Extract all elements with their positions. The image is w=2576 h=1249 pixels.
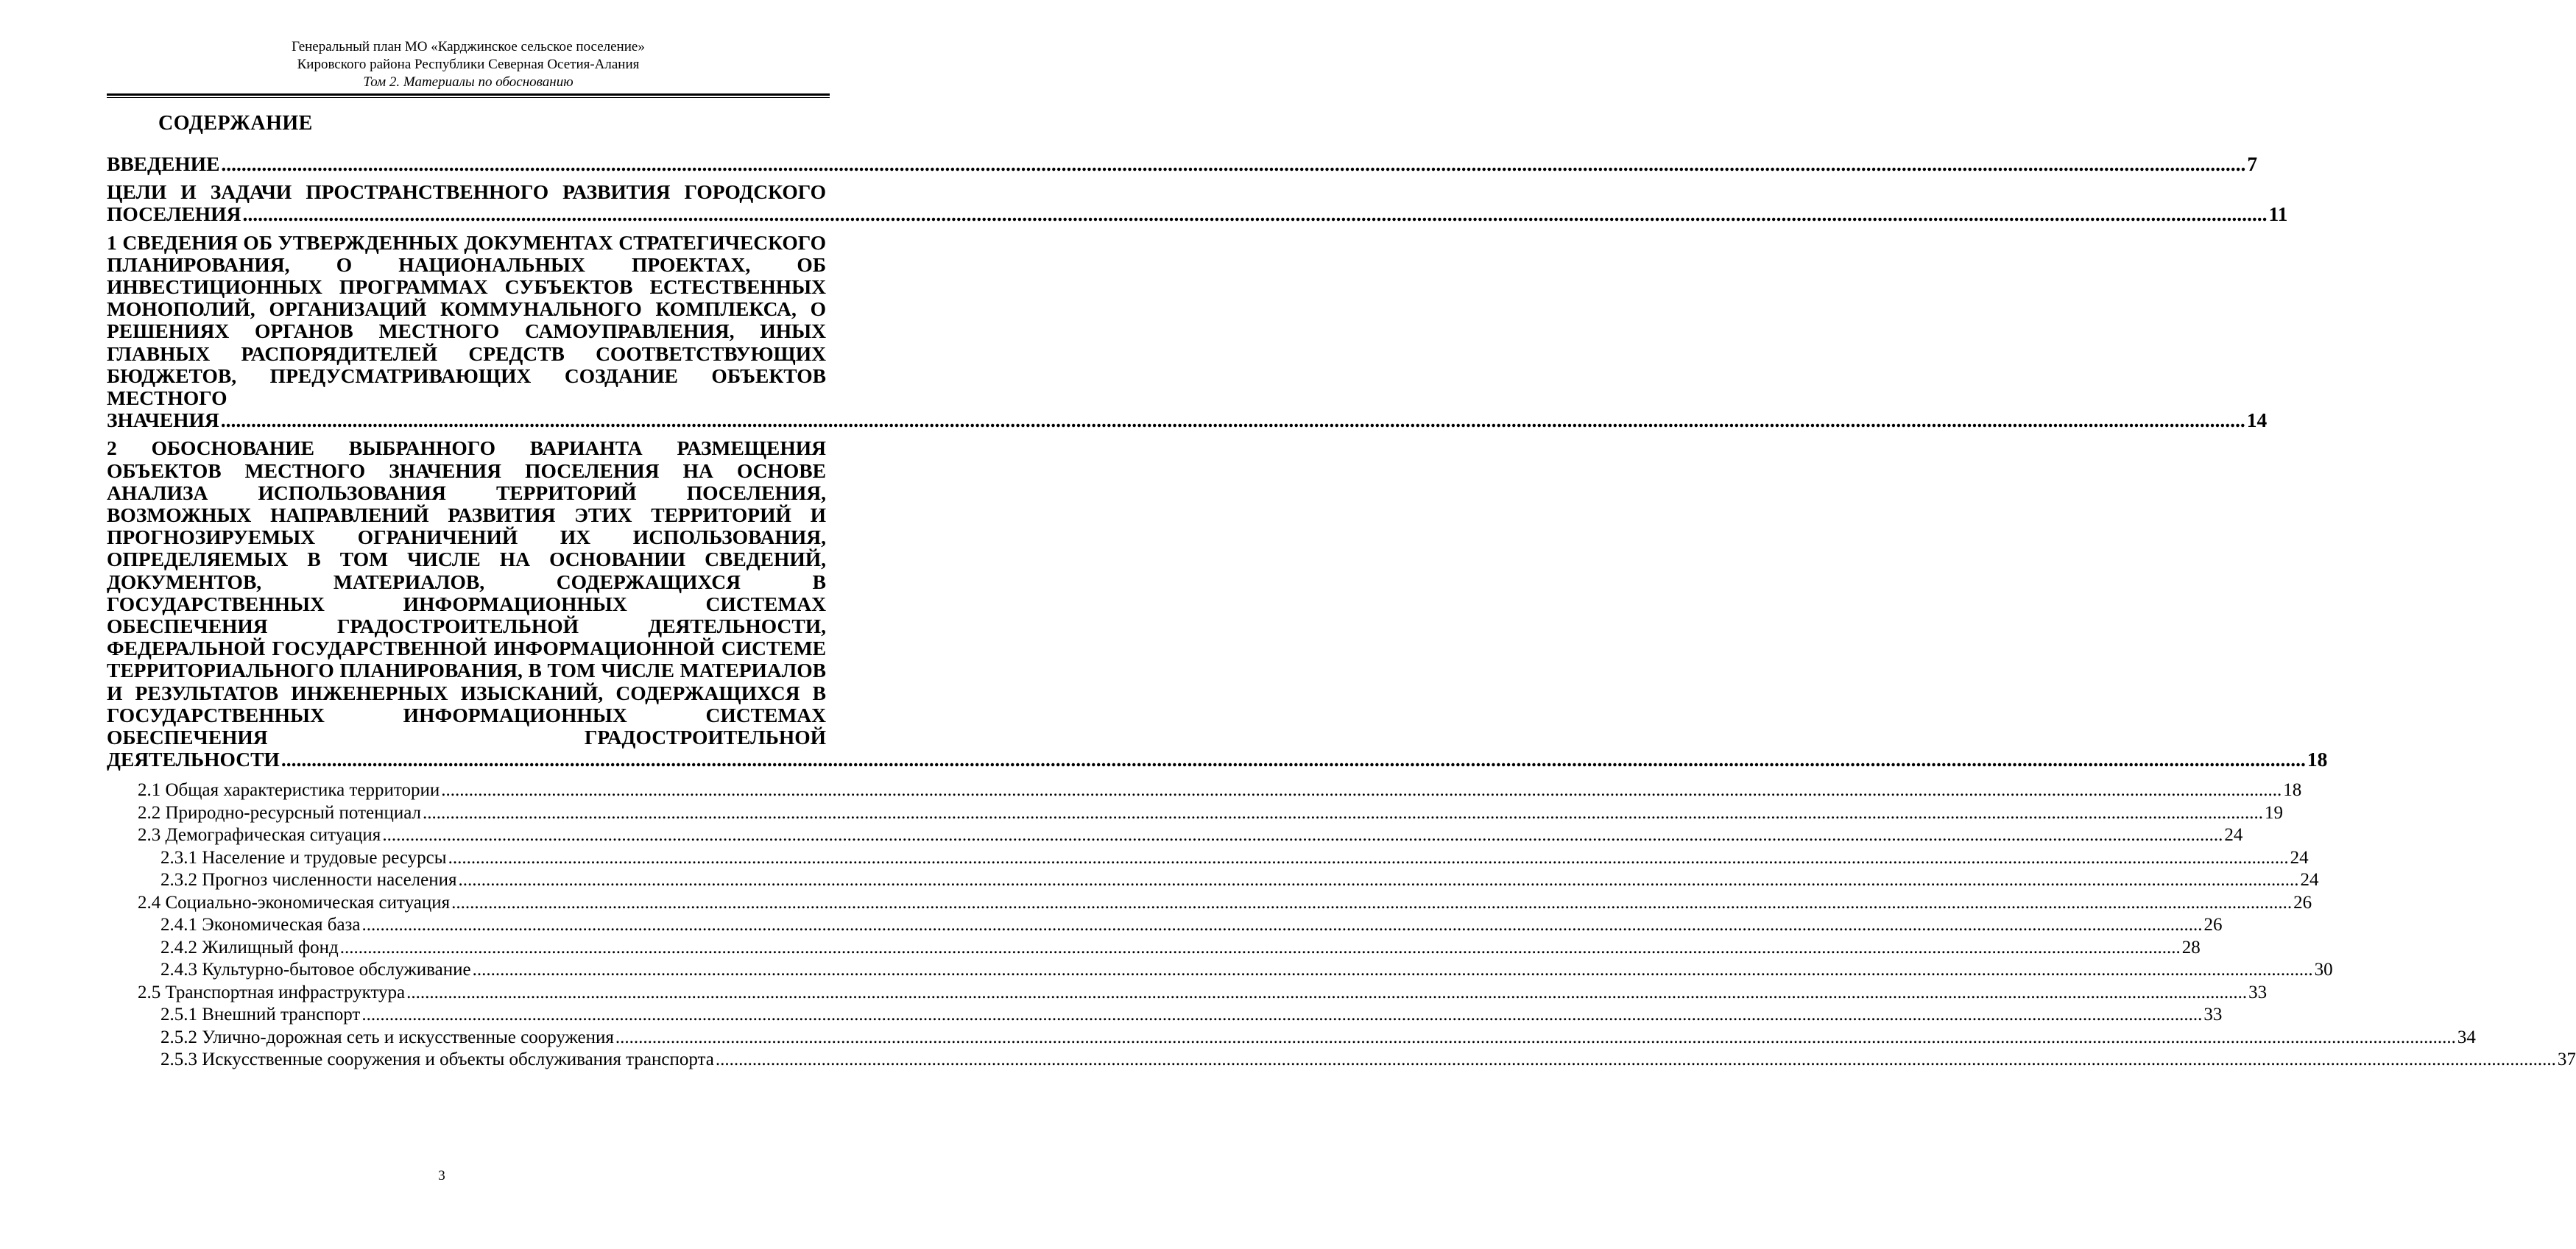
header-rule-thick: [107, 93, 830, 96]
dot-leader: ................................................................................................................................................................................................................................................................................................................................................................................................................: [221, 152, 2246, 175]
toc-page-number: 7: [2247, 152, 2258, 175]
toc-sub-entry[interactable]: [107, 802, 2284, 825]
toc-entry-text: 2.1 Общая характеристика территории: [138, 780, 440, 801]
toc-sub-entry[interactable]: [107, 982, 2268, 1005]
toc-sub-entry[interactable]: [107, 1049, 2576, 1072]
toc-main-entry[interactable]: [107, 436, 2328, 771]
toc-main-entry[interactable]: [107, 230, 2268, 432]
toc-entry-text: ВВЕДЕНИЕ: [107, 152, 220, 175]
toc-entry-text: 2.3.1 Население и трудовые ресурсы: [160, 847, 447, 868]
table-of-contents: [107, 152, 2576, 1072]
toc-page-number: 19: [2265, 802, 2284, 823]
toc-page-number: 26: [2203, 915, 2223, 935]
toc-page-number: 26: [2293, 892, 2312, 913]
toc-main-entry-line[interactable]: [107, 748, 2328, 771]
dot-leader: ................................................................................................................................................................................................................................................................................................................................................................................................................: [441, 780, 2282, 801]
toc-main-list: [107, 152, 2328, 771]
toc-entry-text: 2.4.1 Экономическая база: [160, 915, 361, 935]
toc-sub-entry[interactable]: [107, 847, 2309, 870]
toc-entry-text: ДЕЯТЕЛЬНОСТИ: [107, 748, 280, 771]
toc-page-number: 24: [2300, 870, 2319, 891]
toc-page-number: 33: [2248, 982, 2268, 1002]
toc-entry-text: ЗНАЧЕНИЯ: [107, 408, 219, 432]
dot-leader: ................................................................................................................................................................................................................................................................................................................................................................................................................: [242, 202, 2268, 226]
toc-page-number: 33: [2203, 1005, 2223, 1025]
toc-sub-entry[interactable]: [107, 959, 2333, 982]
dot-leader: ................................................................................................................................................................................................................................................................................................................................................................................................................: [458, 870, 2299, 891]
dot-leader: ................................................................................................................................................................................................................................................................................................................................................................................................................: [361, 915, 2203, 935]
running-header: [107, 38, 830, 91]
toc-sub-entry[interactable]: [107, 937, 2201, 960]
toc-title: СОДЕРЖАНИЕ: [158, 112, 313, 135]
header-line-3: Том 2. Материалы по обоснованию: [363, 74, 574, 90]
page-number: 3: [438, 1168, 445, 1183]
dot-leader: ................................................................................................................................................................................................................................................................................................................................................................................................................: [472, 960, 2313, 980]
toc-sub-entry[interactable]: [107, 892, 2312, 915]
toc-sub-entry[interactable]: [107, 914, 2223, 937]
header-rule-thin: [107, 97, 830, 98]
toc-entry-text: 2.4.2 Жилищный фонд: [160, 937, 339, 958]
toc-main-entry-line[interactable]: [107, 202, 2288, 226]
header-line-2: Кировского района Республики Северная Осетия-Алания: [297, 57, 640, 72]
toc-page-number: 34: [2457, 1027, 2476, 1047]
toc-entry-text: 2.4.3 Культурно-бытовое обслуживание: [160, 960, 471, 980]
header-line-1: Генеральный план МО «Карджинское сельское поселение»: [292, 39, 645, 54]
dot-leader: ................................................................................................................................................................................................................................................................................................................................................................................................................: [382, 825, 2223, 846]
toc-page-number: 37: [2557, 1050, 2576, 1070]
toc-main-entry-heading: ЦЕЛИ И ЗАДАЧИ ПРОСТРАНСТВЕННОГО РАЗВИТИЯ ГОРОДСКОГО: [107, 180, 826, 204]
toc-sub-entry[interactable]: [107, 824, 2243, 847]
toc-entry-text: ПОСЕЛЕНИЯ: [107, 202, 241, 226]
toc-page-number: 18: [2283, 780, 2302, 801]
dot-leader: ................................................................................................................................................................................................................................................................................................................................................................................................................: [220, 408, 2245, 432]
toc-entry-text: 2.5.2 Улично-дорожная сеть и искусственные сооружения: [160, 1027, 614, 1047]
toc-entry-text: 2.2 Природно-ресурсный потенциал: [138, 802, 422, 823]
toc-sub-entry[interactable]: [107, 869, 2319, 892]
dot-leader: ................................................................................................................................................................................................................................................................................................................................................................................................................: [361, 1005, 2203, 1025]
toc-main-entry[interactable]: [107, 152, 2258, 175]
dot-leader: ................................................................................................................................................................................................................................................................................................................................................................................................................: [423, 802, 2264, 823]
dot-leader: ................................................................................................................................................................................................................................................................................................................................................................................................................: [448, 847, 2289, 868]
toc-entry-text: 2.5 Транспортная инфраструктура: [138, 982, 406, 1002]
toc-page-number: 24: [2290, 847, 2309, 868]
toc-entry-text: 2.5.1 Внешний транспорт: [160, 1005, 361, 1025]
toc-page-number: 24: [2224, 825, 2243, 846]
toc-page-number: 18: [2307, 748, 2328, 771]
dot-leader: ................................................................................................................................................................................................................................................................................................................................................................................................................: [451, 892, 2293, 913]
dot-leader: ................................................................................................................................................................................................................................................................................................................................................................................................................: [406, 982, 2248, 1002]
toc-entry-text: 2.3.2 Прогноз численности населения: [160, 870, 457, 891]
toc-entry-text: 2.4 Социально-экономическая ситуация: [138, 892, 451, 913]
dot-leader: ................................................................................................................................................................................................................................................................................................................................................................................................................: [280, 748, 2306, 771]
toc-entry-text: 2.3 Демографическая ситуация: [138, 825, 381, 846]
toc-sub-entry[interactable]: [107, 779, 2302, 802]
toc-main-entry-heading: 2 ОБОСНОВАНИЕ ВЫБРАННОГО ВАРИАНТА РАЗМЕЩЕНИЯ ОБЪЕКТОВ МЕСТНОГО ЗНАЧЕНИЯ ПОСЕЛЕНИЯ НА ОСНОВЕ АНАЛИЗА ИСПОЛЬЗОВАНИЯ ТЕРРИТОРИЙ ПОСЕЛЕНИЯ, ВОЗМОЖНЫХ НАПРАВЛЕНИЙ РАЗВИТИЯ ЭТИХ ТЕРРИТОРИЙ И ПРОГНОЗИРУЕМЫХ ОГРАНИЧЕНИЙ ИХ ИСПОЛЬЗОВАНИЯ, ОПРЕДЕЛЯЕМЫХ В ТОМ ЧИСЛЕ НА ОСНОВАНИИ СВЕДЕНИЙ, ДОКУМЕНТОВ, МАТЕРИАЛОВ, СОДЕРЖАЩИХСЯ В ГОСУДАРСТВЕННЫХ ИНФОРМАЦИОННЫХ СИСТЕМАХ ОБЕСПЕЧЕНИЯ ГРАДОСТРОИТЕЛЬНОЙ ДЕЯТЕЛЬНОСТИ, ФЕДЕРАЛЬНОЙ ГОСУДАРСТВЕННОЙ ИНФОРМАЦИОННОЙ СИСТЕМЕ ТЕРРИТОРИАЛЬНОГО ПЛАНИРОВАНИЯ, В ТОМ ЧИСЛЕ МАТЕРИАЛОВ И РЕЗУЛЬТАТОВ ИНЖЕНЕРНЫХ ИЗЫСКАНИЙ, СОДЕРЖАЩИХСЯ В ГОСУДАРСТВЕННЫХ ИНФОРМАЦИОННЫХ СИСТЕМАХ ОБЕСПЕЧЕНИЯ ГРАДОСТРОИТЕЛЬНОЙ: [107, 436, 826, 749]
dot-leader: ................................................................................................................................................................................................................................................................................................................................................................................................................: [715, 1050, 2556, 1070]
toc-main-entry-heading: 1 СВЕДЕНИЯ ОБ УТВЕРЖДЕННЫХ ДОКУМЕНТАХ СТРАТЕГИЧЕСКОГО ПЛАНИРОВАНИЯ, О НАЦИОНАЛЬНЫХ ПРОЕКТАХ, ОБ ИНВЕСТИЦИОННЫХ ПРОГРАММАХ СУБЪЕКТОВ ЕСТЕСТВЕННЫХ МОНОПОЛИЙ, ОРГАНИЗАЦИЙ КОММУНАЛЬНОГО КОМПЛЕКСА, О РЕШЕНИЯХ ОРГАНОВ МЕСТНОГО САМОУПРАВЛЕНИЯ, ИНЫХ ГЛАВНЫХ РАСПОРЯДИТЕЛЕЙ СРЕДСТВ СООТВЕТСТВУЮЩИХ БЮДЖЕТОВ, ПРЕДУСМАТРИВАЮЩИХ СОЗДАНИЕ ОБЪЕКТОВ МЕСТНОГО: [107, 230, 826, 410]
toc-main-entry-line[interactable]: [107, 152, 2258, 175]
toc-page-number: 11: [2268, 202, 2288, 226]
toc-page-number: 28: [2181, 937, 2201, 958]
dot-leader: ................................................................................................................................................................................................................................................................................................................................................................................................................: [339, 937, 2181, 958]
toc-page-number: 30: [2314, 960, 2333, 980]
toc-sub-list: [107, 779, 2576, 1072]
toc-entry-text: 2.5.3 Искусственные сооружения и объекты обслуживания транспорта: [160, 1050, 714, 1070]
toc-sub-entry[interactable]: [107, 1004, 2223, 1027]
dot-leader: ................................................................................................................................................................................................................................................................................................................................................................................................................: [615, 1027, 2456, 1047]
toc-page-number: 14: [2246, 408, 2268, 432]
toc-main-entry[interactable]: [107, 180, 2288, 226]
toc-sub-entry[interactable]: [107, 1027, 2476, 1050]
toc-main-entry-line[interactable]: [107, 408, 2268, 432]
